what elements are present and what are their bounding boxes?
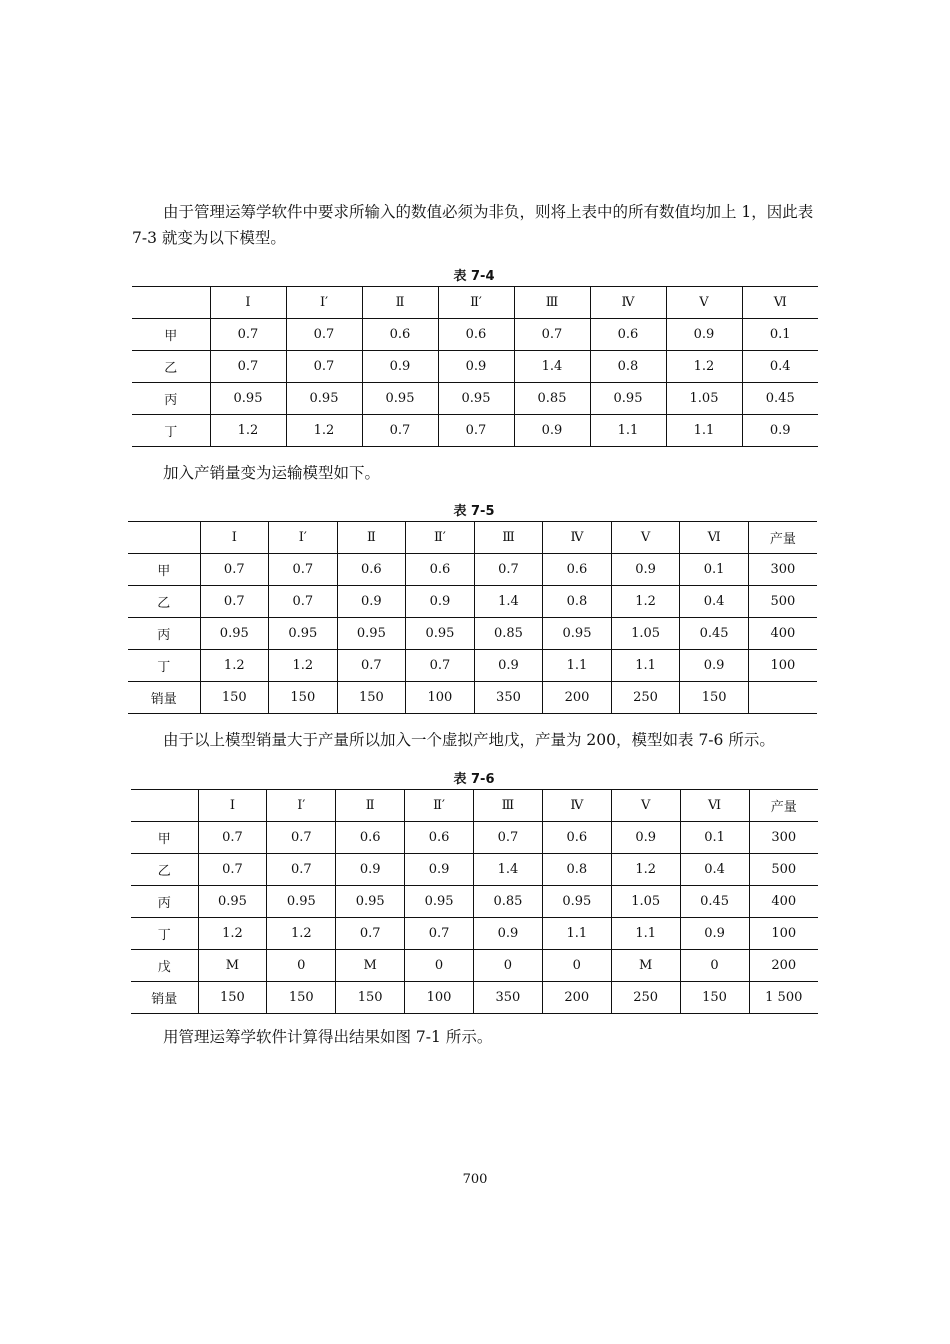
paragraph-3: 由于以上模型销量大于产量所以加入一个虚拟产地戊，产量为 200，模型如表 7-6 所示。 [163,731,775,749]
table-cell: 1.1 [590,415,666,447]
table-cell: 0.6 [543,554,612,586]
table-cell: 0.95 [362,383,438,415]
table-cell: 0.8 [542,854,611,886]
table-row [132,351,818,383]
table-cell: 0.7 [198,822,267,854]
header-row [128,522,817,554]
table-cell: 0.7 [406,650,475,682]
table-cell: 100 [406,682,475,714]
row-label-cell: 甲 [131,822,198,854]
table-cell: 0.9 [611,822,680,854]
table-row [131,982,818,1014]
table-cell: 0.9 [611,554,680,586]
table-cell: 0.7 [362,415,438,447]
header-cell: Ⅱ [336,790,405,822]
table-cell: 0.95 [267,886,336,918]
table-cell [748,682,817,714]
table-cell: 0.95 [542,886,611,918]
table-cell: 0.95 [438,383,514,415]
table-cell: 400 [748,618,817,650]
table-cell: 0.8 [543,586,612,618]
table-cell: 150 [680,682,749,714]
table-cell: 0.85 [474,886,543,918]
table-cell: 150 [336,982,405,1014]
header-cell: Ⅱ′ [405,790,474,822]
header-cell: Ⅱ [362,287,438,319]
table-cell: 0.9 [680,650,749,682]
table-cell: 100 [748,650,817,682]
header-cell: Ⅳ [542,790,611,822]
table-cell: 0.7 [200,554,269,586]
table-cell: 1.1 [666,415,742,447]
table-cell: 1.1 [543,650,612,682]
table-cell: 0.1 [680,822,749,854]
table-cell: 1.1 [611,918,680,950]
table-cell: 150 [198,982,267,1014]
header-cell: Ⅰ′ [269,522,338,554]
table-cell: 0.7 [286,351,362,383]
table-cell: 0.1 [742,319,818,351]
table-row [128,618,817,650]
table-cell: 0.9 [405,854,474,886]
table-cell: 1.05 [611,886,680,918]
header-cell: Ⅱ [337,522,406,554]
table-cell: 0.9 [742,415,818,447]
table-cell: 150 [269,682,338,714]
table-cell: 0.95 [405,886,474,918]
row-label-cell: 丁 [132,415,210,447]
header-cell: Ⅱ′ [406,522,475,554]
table-cell: 0 [542,950,611,982]
table-row [128,682,817,714]
table-cell: 0.6 [406,554,475,586]
table-cell: 200 [542,982,611,1014]
table-cell: 0.95 [543,618,612,650]
table-cell: 0.7 [269,586,338,618]
table-cell: 1.4 [474,854,543,886]
row-label-cell: 乙 [132,351,210,383]
table-cell: 0.95 [269,618,338,650]
table-cell: 0.6 [438,319,514,351]
table-cell: 0.7 [210,319,286,351]
table-cell: 0.8 [590,351,666,383]
header-cell: Ⅴ [666,287,742,319]
header-cell: Ⅲ [514,287,590,319]
table-cell: 0.7 [267,854,336,886]
table-cell: 0.4 [680,854,749,886]
table-cell: 0.95 [406,618,475,650]
table-7-6-caption: 表 7-6 [453,772,495,787]
table-cell: 1.2 [666,351,742,383]
table-cell: 200 [749,950,818,982]
table-cell: M [611,950,680,982]
table-cell: 500 [748,586,817,618]
table-cell: 0.7 [474,822,543,854]
header-cell: Ⅲ [474,790,543,822]
table-cell: 200 [543,682,612,714]
header-cell [131,790,198,822]
table-cell: 0.6 [590,319,666,351]
table-cell: 150 [200,682,269,714]
table-cell: 1.2 [611,854,680,886]
table-cell: 1.05 [666,383,742,415]
table-cell: 0.45 [742,383,818,415]
table-cell: M [336,950,405,982]
table-cell: 0.7 [336,918,405,950]
table-cell: 1.2 [611,586,680,618]
row-label-cell: 甲 [128,554,200,586]
table-cell: 0.9 [337,586,406,618]
table-cell: 250 [611,682,680,714]
table-cell: 0.9 [514,415,590,447]
table-cell: 0.95 [590,383,666,415]
table-cell: 0.95 [210,383,286,415]
table-7-4 [132,286,818,447]
table-cell: 0.95 [336,886,405,918]
table-cell: 0.4 [680,586,749,618]
table-row [132,383,818,415]
table-cell: 350 [474,982,543,1014]
table-row [131,950,818,982]
table-row [128,586,817,618]
row-label-cell: 丙 [132,383,210,415]
table-cell: 0.6 [405,822,474,854]
table-cell: 0.7 [438,415,514,447]
table-cell: 300 [749,822,818,854]
row-label-cell: 乙 [131,854,198,886]
header-cell: Ⅲ [474,522,543,554]
table-cell: 0.7 [286,319,362,351]
header-cell: Ⅴ [611,790,680,822]
table-cell: 0.9 [438,351,514,383]
table-row [131,886,818,918]
table-cell: 0.9 [336,854,405,886]
row-label-cell: 丙 [131,886,198,918]
table-cell: 150 [337,682,406,714]
table-cell: 0.7 [200,586,269,618]
row-label-cell: 甲 [132,319,210,351]
table-cell: 0.9 [474,918,543,950]
table-cell: 100 [405,982,474,1014]
header-cell: Ⅰ [198,790,267,822]
table-cell: 0 [474,950,543,982]
table-cell: 0.1 [680,554,749,586]
table-cell: 1.1 [542,918,611,950]
table-cell: 0.7 [269,554,338,586]
table-cell: 500 [749,854,818,886]
table-cell: 0.7 [405,918,474,950]
header-cell: Ⅵ [742,287,818,319]
table-row [131,918,818,950]
table-cell: 0.9 [680,918,749,950]
header-cell: Ⅰ [210,287,286,319]
table-cell: 1.2 [267,918,336,950]
table-cell: 0.6 [542,822,611,854]
table-cell: 0.6 [336,822,405,854]
table-cell: 0.7 [514,319,590,351]
table-cell: 0.9 [406,586,475,618]
table-cell: 0 [405,950,474,982]
table-7-4-caption: 表 7-4 [453,269,495,284]
table-cell: 1.2 [286,415,362,447]
header-cell: Ⅰ′ [267,790,336,822]
table-cell: 0.9 [474,650,543,682]
header-row [132,287,818,319]
table-cell: 300 [748,554,817,586]
header-cell: Ⅳ [543,522,612,554]
table-row [132,319,818,351]
table-7-5 [128,521,817,714]
header-cell: 产量 [748,522,817,554]
table-cell: 0.95 [198,886,267,918]
table-cell: 100 [749,918,818,950]
table-cell: 0.85 [514,383,590,415]
header-row [131,790,818,822]
table-cell: 0.85 [474,618,543,650]
table-cell: 0.7 [337,650,406,682]
row-label-cell: 丁 [128,650,200,682]
table-row [131,854,818,886]
table-cell: 0.4 [742,351,818,383]
table-cell: 0 [267,950,336,982]
table-cell: 0.9 [666,319,742,351]
table-cell: 0.9 [362,351,438,383]
intro-paragraph: 由于管理运筹学软件中要求所输入的数值必须为非负，则将上表中的所有数值均加上 1，因此表 7-3 就变为以下模型。 [132,203,814,247]
table-cell: 0.45 [680,618,749,650]
table-row [131,822,818,854]
table-cell: 0.7 [210,351,286,383]
row-label-cell: 销量 [131,982,198,1014]
table-cell: 0.6 [362,319,438,351]
table-cell: 1.2 [200,650,269,682]
row-label-cell: 戊 [131,950,198,982]
table-cell: M [198,950,267,982]
header-cell: Ⅵ [680,522,749,554]
table-cell: 0.95 [200,618,269,650]
table-row [128,650,817,682]
header-cell: Ⅵ [680,790,749,822]
table-cell: 150 [267,982,336,1014]
table-cell: 1.05 [611,618,680,650]
table-row [132,415,818,447]
table-cell: 1.2 [210,415,286,447]
header-cell: 产量 [749,790,818,822]
table-cell: 0.95 [337,618,406,650]
table-cell: 150 [680,982,749,1014]
table-cell: 0.95 [286,383,362,415]
table-cell: 0.45 [680,886,749,918]
row-label-cell: 丙 [128,618,200,650]
table-cell: 1.1 [611,650,680,682]
table-cell: 0.7 [474,554,543,586]
header-cell: Ⅱ′ [438,287,514,319]
table-cell: 1.4 [514,351,590,383]
table-cell: 400 [749,886,818,918]
header-cell [132,287,210,319]
table-row [128,554,817,586]
table-cell: 0.6 [337,554,406,586]
table-cell: 0.7 [267,822,336,854]
page-number: 700 [462,1172,488,1187]
header-cell: Ⅳ [590,287,666,319]
table-cell: 0.7 [198,854,267,886]
paragraph-2: 加入产销量变为运输模型如下。 [163,464,381,482]
table-cell: 1.2 [198,918,267,950]
table-cell: 350 [474,682,543,714]
table-cell: 1 500 [749,982,818,1014]
row-label-cell: 乙 [128,586,200,618]
row-label-cell: 丁 [131,918,198,950]
table-7-6 [131,789,818,1014]
row-label-cell: 销量 [128,682,200,714]
header-cell [128,522,200,554]
table-7-5-caption: 表 7-5 [453,504,495,519]
paragraph-4: 用管理运筹学软件计算得出结果如图 7-1 所示。 [163,1028,493,1046]
table-cell: 0 [680,950,749,982]
table-cell: 1.4 [474,586,543,618]
table-cell: 1.2 [269,650,338,682]
table-cell: 250 [611,982,680,1014]
header-cell: Ⅰ [200,522,269,554]
header-cell: Ⅰ′ [286,287,362,319]
header-cell: Ⅴ [611,522,680,554]
